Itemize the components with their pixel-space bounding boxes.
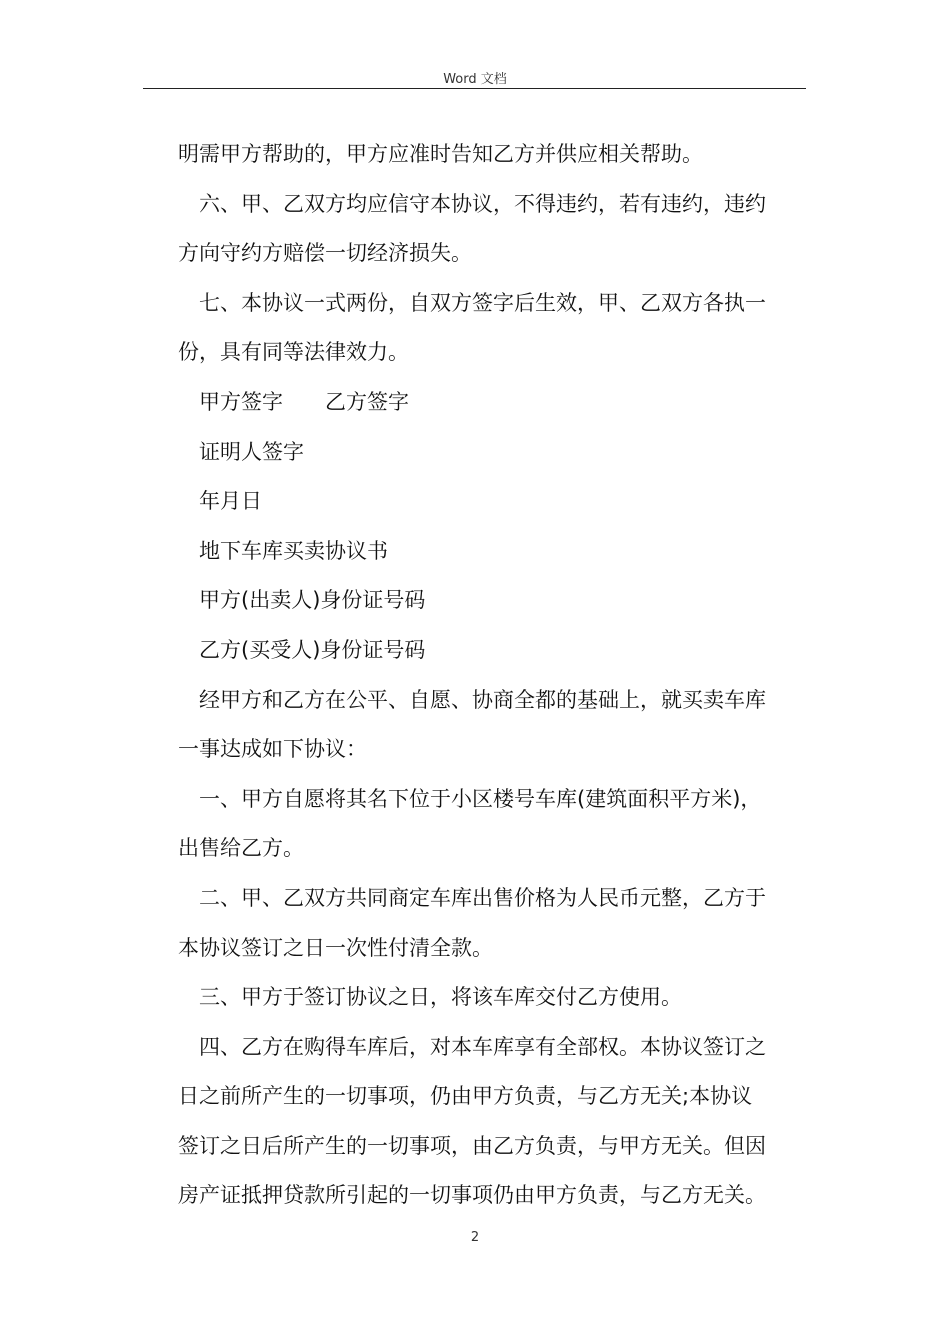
body-line: 六、甲、乙双方均应信守本协议，不得违约，若有违约，违约: [199, 191, 766, 216]
document-body: [178, 130, 808, 1221]
agreement-title: 地下车库买卖协议书: [199, 538, 388, 563]
body-line: 方向守约方赔偿一切经济损失。: [178, 241, 472, 266]
body-line: 二、甲、乙双方共同商定车库出售价格为人民币元整，乙方于: [199, 885, 766, 910]
body-line: 出售给乙方。: [178, 836, 304, 861]
party-a-signature-label: 甲方签字: [199, 389, 283, 414]
body-line: 签订之日后所产生的一切事项，由乙方负责，与甲方无关。但因: [178, 1133, 766, 1158]
party-b-signature-label: 乙方签字: [325, 389, 409, 414]
body-line: 份，具有同等法律效力。: [178, 340, 409, 365]
signature-row: [178, 378, 808, 428]
page-number: 2: [470, 1230, 480, 1245]
witness-signature-label: 证明人签字: [199, 439, 304, 464]
body-line: 三、甲方于签订协议之日，将该车库交付乙方使用。: [199, 985, 682, 1010]
seller-id-label: 甲方(出卖人)身份证号码: [199, 588, 426, 613]
body-line: 明需甲方帮助的，甲方应准时告知乙方并供应相关帮助。: [178, 142, 703, 166]
body-line: 房产证抵押贷款所引起的一切事项仍由甲方负责，与乙方无关。: [178, 1183, 766, 1208]
buyer-id-label: 乙方(买受人)身份证号码: [199, 637, 426, 662]
body-line: 本协议签订之日一次性付清全款。: [178, 935, 493, 960]
body-line: 七、本协议一式两份，自双方签字后生效，甲、乙双方各执一: [199, 290, 766, 315]
body-line: 一、甲方自愿将其名下位于小区楼号车库(建筑面积平方米)，: [199, 786, 762, 811]
body-line: 经甲方和乙方在公平、自愿、协商全都的基础上，就买卖车库: [199, 687, 766, 712]
body-line: 一事达成如下协议：: [178, 737, 367, 762]
header-divider: [143, 88, 806, 89]
body-line: 四、乙方在购得车库后，对本车库享有全部权。本协议签订之: [199, 1034, 766, 1059]
body-line: 日之前所产生的一切事项，仍由甲方负责，与乙方无关;本协议: [178, 1084, 753, 1109]
document-header-title: Word 文档: [443, 72, 507, 87]
date-label: 年月日: [199, 489, 262, 514]
